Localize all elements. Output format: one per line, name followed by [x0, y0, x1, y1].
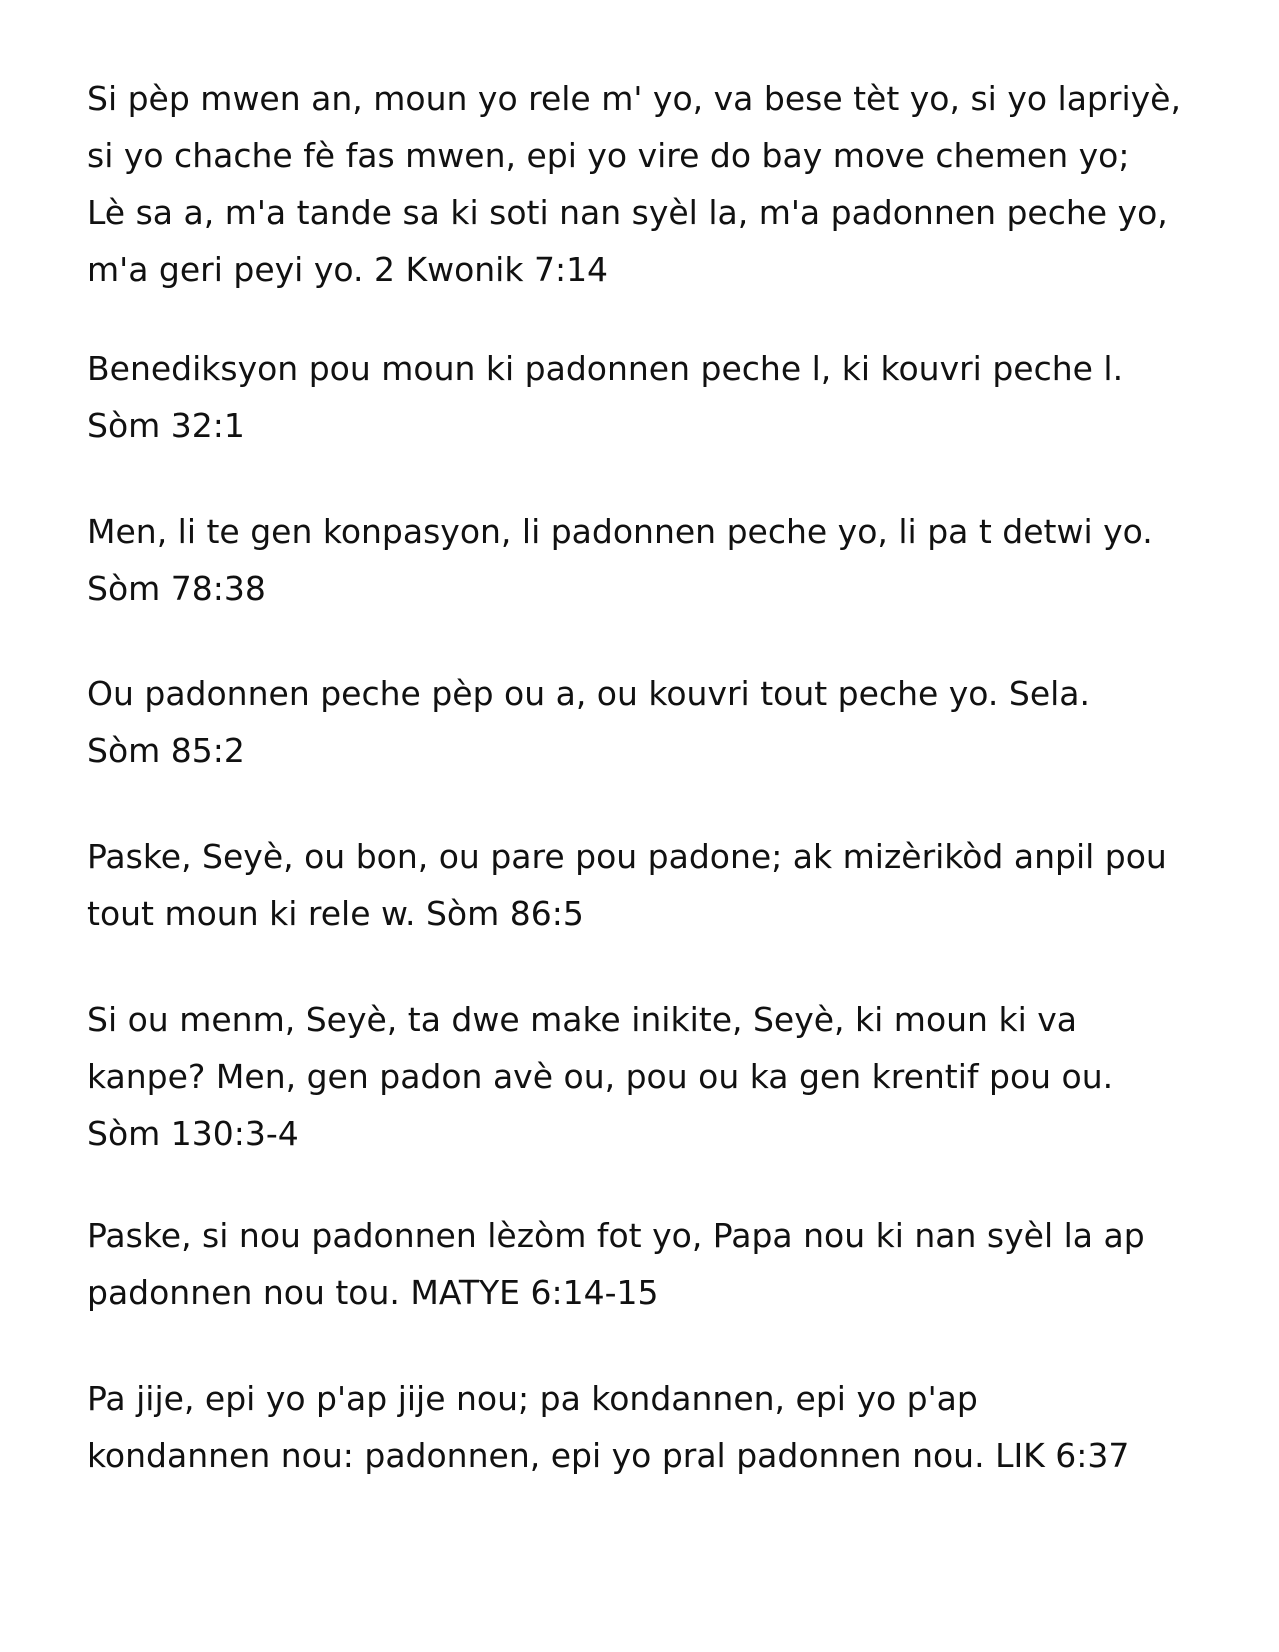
verse-som-78-38 [87, 503, 1247, 617]
verse-line: kondannen nou: padonnen, epi yo pral padonnen nou. LIK 6:37 [87, 1436, 1130, 1475]
verse-line: Lè sa a, m'a tande sa ki soti nan syèl la, m'a padonnen peche yo, [87, 193, 1168, 232]
verse-som-85-2 [87, 665, 1247, 779]
verse-line: Paske, si nou padonnen lèzòm fot yo, Papa nou ki nan syèl la ap [87, 1216, 1145, 1255]
verse-line: Sòm 78:38 [87, 569, 266, 608]
verse-line: Men, li te gen konpasyon, li padonnen peche yo, li pa t detwi yo. [87, 512, 1153, 551]
verse-som-32-1 [87, 340, 1247, 454]
verse-line: Ou padonnen peche pèp ou a, ou kouvri tout peche yo. Sela. [87, 674, 1091, 713]
verse-line: Si pèp mwen an, moun yo rele m' yo, va bese tèt yo, si yo lapriyè, [87, 79, 1181, 118]
verse-2-kwonik-7-14 [87, 70, 1247, 298]
verse-line: Benediksyon pou moun ki padonnen peche l, ki kouvri peche l. [87, 349, 1124, 388]
verse-line: tout moun ki rele w. Sòm 86:5 [87, 894, 584, 933]
verse-line: Sòm 85:2 [87, 731, 245, 770]
verse-som-130-3-4 [87, 991, 1247, 1162]
verse-line: Si ou menm, Seyè, ta dwe make inikite, Seyè, ki moun ki va [87, 1000, 1077, 1039]
verse-lik-6-37 [87, 1370, 1247, 1484]
verse-line: Sòm 32:1 [87, 406, 245, 445]
verse-line: Pa jije, epi yo p'ap jije nou; pa kondannen, epi yo p'ap [87, 1379, 978, 1418]
verse-line: kanpe? Men, gen padon avè ou, pou ou ka gen krentif pou ou. [87, 1057, 1114, 1096]
verse-line: padonnen nou tou. MATYE 6:14-15 [87, 1273, 659, 1312]
verse-line: Paske, Seyè, ou bon, ou pare pou padone; ak mizèrikòd anpil pou [87, 837, 1167, 876]
verse-line: si yo chache fè fas mwen, epi yo vire do bay move chemen yo; [87, 136, 1130, 175]
verse-line: Sòm 130:3-4 [87, 1114, 299, 1153]
verse-line: m'a geri peyi yo. 2 Kwonik 7:14 [87, 250, 609, 289]
verse-som-86-5 [87, 828, 1247, 942]
verse-matye-6-14-15 [87, 1207, 1247, 1321]
